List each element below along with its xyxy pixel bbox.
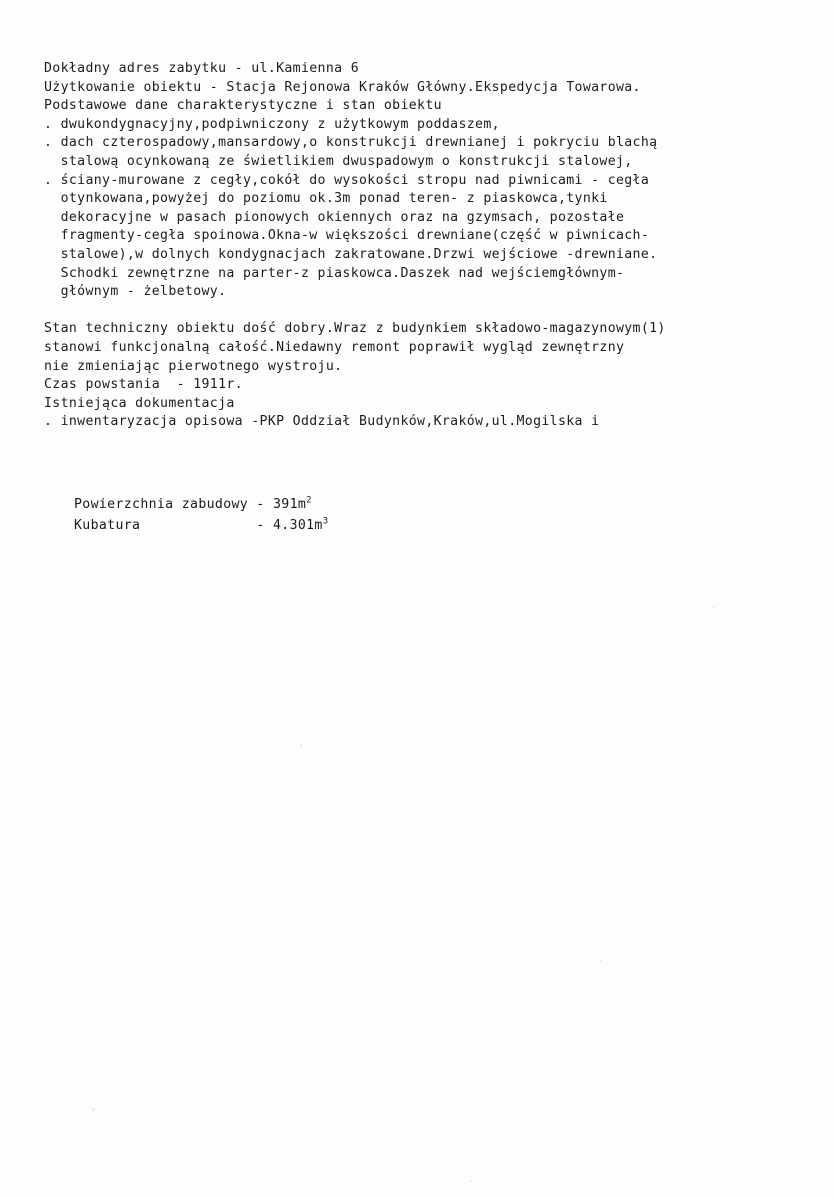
- text-line-condition-2: stanowi funkcjonalną całość.Niedawny remont poprawił wygląd zewnętrzny: [44, 339, 625, 355]
- text-line-construction-year: Czas powstania - 1911r.: [44, 377, 243, 393]
- text-line-bullet-3-cont-1: otynkowana,powyżej do poziomu ok.3m ponad teren- z piaskowca,tynki: [44, 191, 608, 207]
- text-line-bullet-3-cont-5: [44, 265, 804, 284]
- text-line-section-heading: Podstawowe dane charakterystyczne i stan obiektu: [44, 98, 442, 114]
- measurement-row: [74, 515, 329, 536]
- scan-speck: [92, 1108, 95, 1111]
- text-line-bullet-2: . dach czterospadowy,mansardowy,o konstrukcji drewnianej i pokryciu blachą: [44, 135, 658, 151]
- scan-speck: [470, 1180, 472, 1182]
- text-line-address: Dokładny adres zabytku - ul.Kamienna 6: [44, 61, 360, 76]
- measurement-value: 391m: [272, 497, 307, 512]
- text-line-bullet-3-cont-6: głównym - żelbetowy.: [44, 284, 227, 300]
- text-line-bullet-3-cont-3: fragmenty-cegła spoinowa.Okna-w większości drewniane(część w piwnicach-: [44, 228, 650, 244]
- text-line-bullet-3-cont-4: stalowe),w dolnych kondygnacjach zakratowane.Drzwi wejściowe -drewniane.: [44, 246, 658, 262]
- text-line-stairs: Schodki zewnętrzne na parter-z piaskowca.Daszek nad wejściem: [44, 265, 558, 281]
- measurement-label: Powierzchnia zabudowy: [74, 497, 249, 512]
- measurement-exponent: 2: [306, 495, 312, 506]
- text-line-bullet-3-cont-2: dekoracyjne w pasach pionowych okiennych oraz na gzymsach, pozostałe: [44, 209, 625, 225]
- document-text-block: [44, 60, 804, 432]
- measurement-row: [74, 494, 329, 515]
- measurement-exponent: 3: [322, 516, 329, 527]
- text-line-bullet-3: . ściany-murowane z cegły,cokół do wysokości stropu nad piwnicami - cegła: [44, 172, 650, 188]
- text-line-bullet-1: . dwukondygnacyjny,podpiwniczony z użytkowym poddaszem,: [44, 116, 500, 132]
- measurement-dash: -: [256, 518, 265, 533]
- measurement-dash: -: [256, 497, 265, 512]
- scan-speck: [713, 606, 715, 608]
- measurement-spacer: [140, 518, 256, 533]
- measurement-spacer2: [265, 518, 273, 533]
- measurements-block: [74, 494, 329, 536]
- scan-speck: [300, 744, 302, 746]
- text-line-documentation-item: . inwentaryzacja opisowa -PKP Oddział Budynków,Kraków,ul.Mogilska i: [44, 414, 600, 430]
- text-line-condition-3: nie zmieniając pierwotnego wystroju.: [44, 358, 343, 374]
- measurement-spacer2: [265, 497, 273, 512]
- measurement-value: 4.301m: [272, 518, 323, 533]
- text-line-usage: Użytkowanie obiektu - Stacja Rejonowa Kraków Główny.Ekspedycja Towarowa.: [44, 79, 641, 95]
- text-line-faded-fragment: głównym-: [557, 265, 625, 281]
- paragraph-gap: [44, 302, 804, 321]
- measurement-label: Kubatura: [74, 518, 141, 533]
- text-line-bullet-2-cont: stalową ocynkowaną ze świetlikiem dwuspadowym o konstrukcji stalowej,: [44, 153, 633, 169]
- text-line-condition-1: Stan techniczny obiektu dość dobry.Wraz z budynkiem składowo-magazynowym(1): [44, 321, 666, 337]
- text-line-documentation-heading: Istniejąca dokumentacja: [44, 395, 235, 411]
- scan-speck: [600, 960, 602, 962]
